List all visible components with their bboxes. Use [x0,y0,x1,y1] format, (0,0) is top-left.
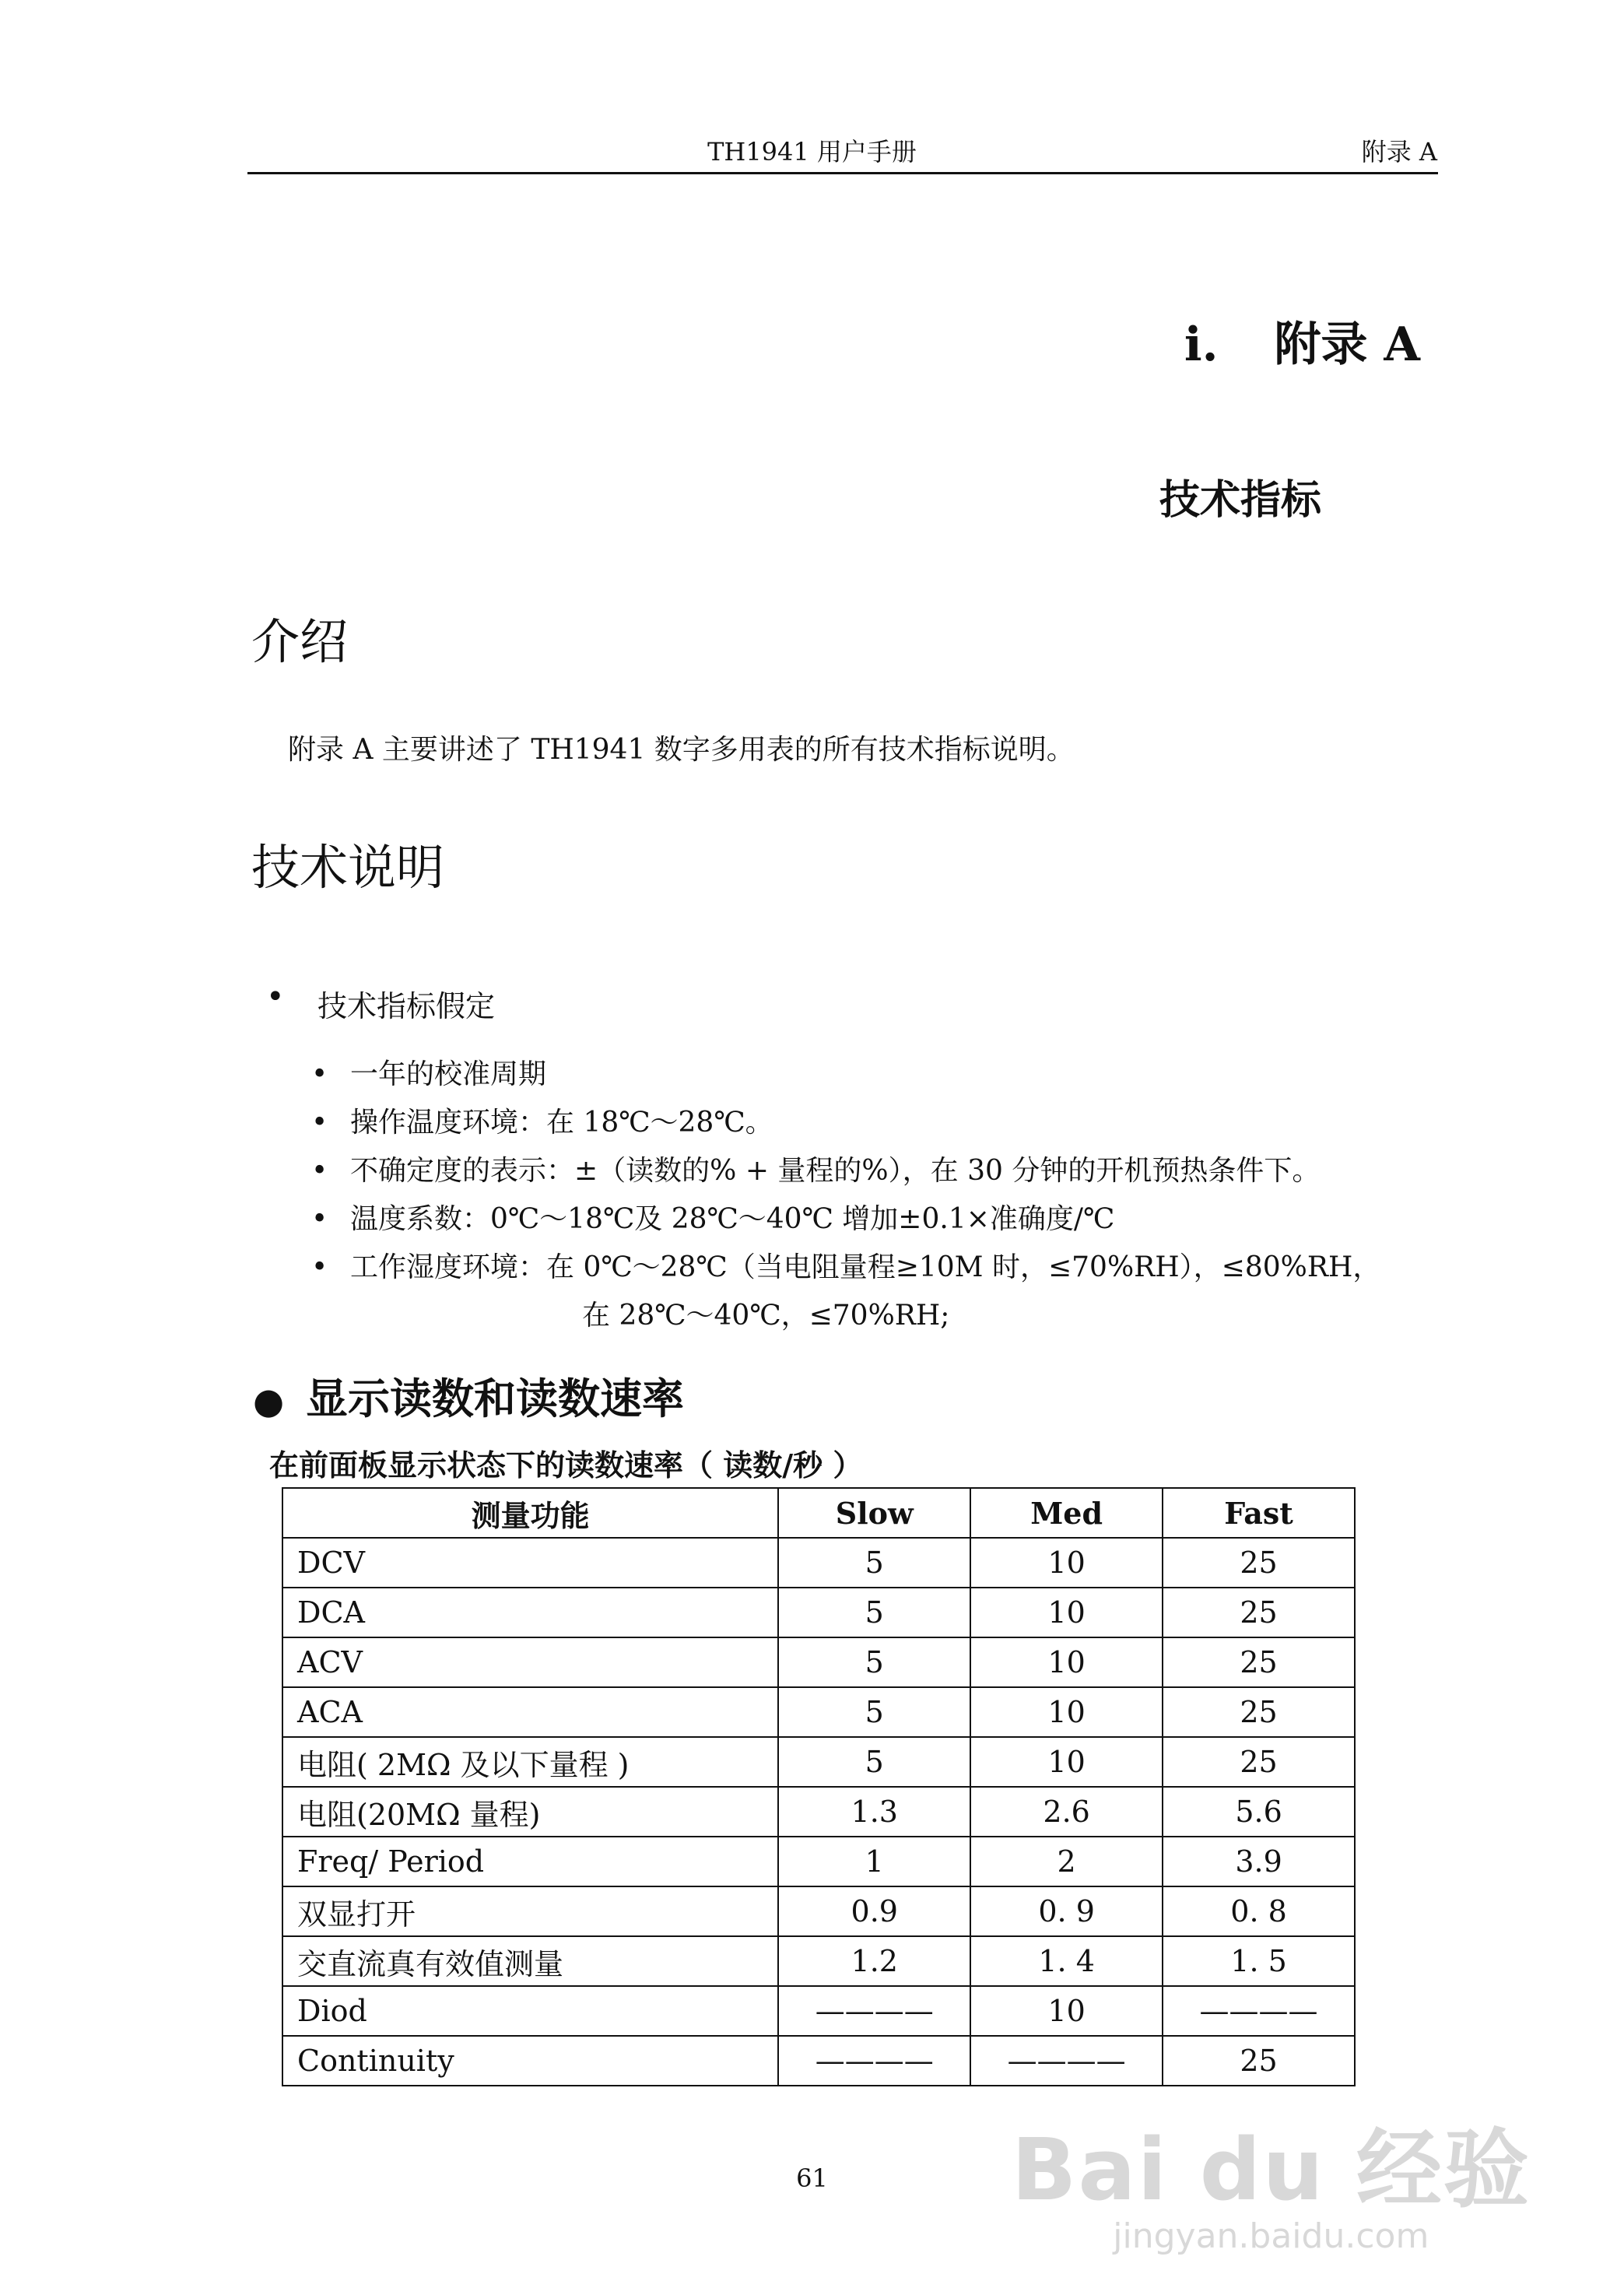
page-number: 61 [796,2163,828,2193]
reading-rate-heading: ● 显示读数和读数速率 [253,1374,684,1423]
slow-cell: ———— [778,2036,970,2086]
fast-cell: 5.6 [1163,1787,1355,1837]
slow-cell: 1 [778,1837,970,1886]
running-header-title: TH1941 用户手册 [707,137,917,167]
list-item-continuation: 在 28℃～40℃，≤70%RH; [582,1300,950,1332]
table-row [282,2036,1355,2086]
column-header: Fast [1163,1488,1355,1538]
table-row [282,1886,1355,1936]
bullet-marker: ● [253,1380,285,1422]
fast-cell: ———— [1163,1986,1355,2036]
med-cell: 10 [970,1986,1163,2036]
slow-cell: 5 [778,1538,970,1588]
column-header: Med [970,1488,1163,1538]
reading-rate-table [282,1487,1356,2086]
med-cell: 10 [970,1737,1163,1787]
list-item: • 温度系数：0℃～18℃及 28℃～40℃ 增加±0.1×准确度/℃ [311,1203,1115,1235]
function-cell: DCV [282,1538,778,1588]
function-cell: ACA [282,1687,778,1737]
appendix-title [1184,307,1420,374]
med-cell: 2 [970,1837,1163,1886]
med-cell: 10 [970,1538,1163,1588]
fast-cell: 25 [1163,1538,1355,1588]
table-header-row [282,1488,1355,1538]
intro-heading: 介绍 [251,613,349,670]
list-item: • 不确定度的表示：±（读数的% + 量程的%），在 30 分钟的开机预热条件下。 [311,1155,1321,1187]
table-row [282,1936,1355,1986]
slow-cell: 1.2 [778,1936,970,1986]
fast-cell: 25 [1163,1637,1355,1687]
table-row [282,1538,1355,1588]
function-cell: 电阻( 2MΩ 及以下量程 ) [282,1737,778,1787]
med-cell: 10 [970,1687,1163,1737]
function-cell: Continuity [282,2036,778,2086]
function-cell: DCA [282,1588,778,1637]
header-divider [247,172,1438,174]
list-item: • 工作湿度环境：在 0℃～28℃（当电阻量程≥10M 时，≤70%RH），≤80%RH， [311,1251,1381,1283]
fast-cell: 25 [1163,1687,1355,1737]
table-caption: 在前面板显示状态下的读数速率（ 读数/秒 ） [269,1448,863,1483]
running-header-section: 附录 A [1361,137,1437,167]
slow-cell: 5 [778,1637,970,1687]
function-cell: Diod [282,1986,778,2036]
fast-cell: 0. 8 [1163,1886,1355,1936]
function-cell: Freq/ Period [282,1837,778,1886]
list-item: • 操作温度环境：在 18℃～28℃。 [311,1107,773,1139]
watermark [1012,2101,1531,2256]
appendix-label: 附录 A [1274,318,1420,372]
slow-cell: 5 [778,1687,970,1737]
function-cell: ACV [282,1637,778,1687]
fast-cell: 25 [1163,2036,1355,2086]
med-cell: 10 [970,1637,1163,1687]
slow-cell: ———— [778,1986,970,2036]
table-row [282,1588,1355,1637]
med-cell: 10 [970,1588,1163,1637]
slow-cell: 5 [778,1588,970,1637]
slow-cell: 5 [778,1737,970,1787]
bullet-marker: • [266,979,285,1015]
intro-paragraph: 附录 A 主要讲述了 TH1941 数字多用表的所有技术指标说明。 [288,734,1075,766]
med-cell: 1. 4 [970,1936,1163,1986]
table-row [282,1687,1355,1737]
list-item: • 一年的校准周期 [311,1058,547,1090]
med-cell: 0. 9 [970,1886,1163,1936]
table-row [282,1787,1355,1837]
tech-assumptions-label: 技术指标假定 [317,989,496,1023]
fast-cell: 1. 5 [1163,1936,1355,1986]
function-cell: 电阻(20MΩ 量程) [282,1787,778,1837]
column-header: Slow [778,1488,970,1538]
table-row [282,1837,1355,1886]
table-row [282,1737,1355,1787]
function-cell: 交直流真有效值测量 [282,1936,778,1986]
tech-heading: 技术说明 [251,839,445,896]
appendix-number: i. [1184,318,1219,372]
slow-cell: 1.3 [778,1787,970,1837]
med-cell: ———— [970,2036,1163,2086]
fast-cell: 3.9 [1163,1837,1355,1886]
appendix-subtitle: 技术指标 [1159,477,1322,524]
column-header: 测量功能 [282,1488,778,1538]
table-row [282,1637,1355,1687]
fast-cell: 25 [1163,1588,1355,1637]
fast-cell: 25 [1163,1737,1355,1787]
watermark-url: jingyan.baidu.com [1113,2216,1429,2256]
watermark-logo: Bai du 经验 [1011,2120,1531,2220]
table-row [282,1986,1355,2036]
med-cell: 2.6 [970,1787,1163,1837]
slow-cell: 0.9 [778,1886,970,1936]
function-cell: 双显打开 [282,1886,778,1936]
